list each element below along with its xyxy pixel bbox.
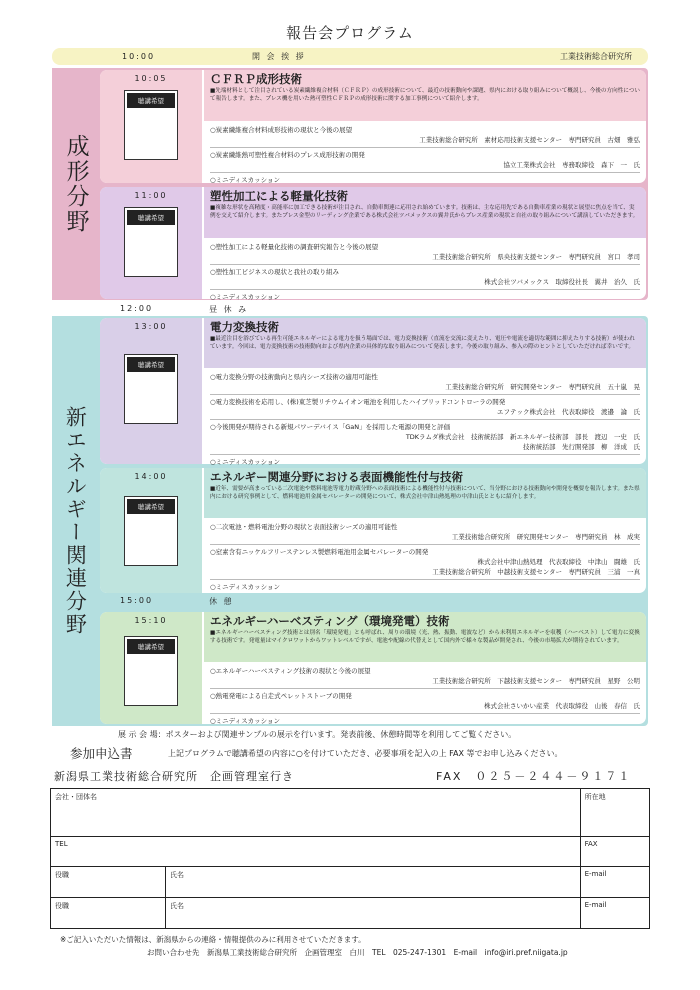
name-label: 氏名 [170,902,184,910]
opening-name: 開 会 挨 拶 [252,52,306,61]
item-title: ○二次電池・燃料電池分野の現状と表面技術シーズの適用可能性 [210,523,398,531]
listen-checkbox[interactable] [124,496,178,566]
listen-label: 聴講希望 [127,93,175,108]
listen-checkbox[interactable] [124,207,178,277]
item-presenter: エフテック株式会社 代表取締役 渡邉 論 氏 [497,408,640,416]
item-title: ○ミニディスカッション [210,293,280,301]
address-label: 所在地 [584,793,606,801]
item-title: ○ミニディスカッション [210,458,280,466]
item-title: ○電力変換分野の技術動向と県内シーズ技術の適用可能性 [210,373,378,381]
apply-title: 参加申込書 [70,746,133,761]
fax-label: FAX [584,840,598,848]
name-field-2[interactable] [166,898,581,929]
apply-text: 上記プログラムで聴講希望の内容に○を付けていただき、必要事項を記入の上 FAX 等でお申し込みください。 [168,749,563,758]
company-label: 会社・団体名 [55,793,97,801]
listen-label: 聴講希望 [127,357,175,372]
name-field[interactable] [166,867,581,898]
field-b-label: 新エネルギー関連分野 [52,316,98,726]
item-presenter: 工業技術総合研究所 素材応用技術支援センター 専門研究員 古畑 雅弘 [419,136,640,144]
post-label: 役職 [55,871,69,879]
session-surface [100,468,646,593]
email-label: E-mail [584,901,607,909]
opening-row [52,48,648,65]
session-desc: ■近年、需要が高まっている二次電池や燃料電池等電力貯蔵分野への表面技術による機能性付与技術について、当分野における技術動向や開発を概要を報告します。また県内における研究事例として、燃料電池用金属セパレーターの開発について、株式会社中津山熱処理の中津山氏とともに紹介します。 [210,486,640,500]
listen-label: 聴講希望 [127,639,175,654]
session-time: 11:00 [134,191,168,200]
item-presenter: TDKラムダ株式会社 技術統括部 新エネルギー技術部 部長 渡辺 一史 氏 [405,433,640,441]
session-desc: ■複雑な形状を高精度・高能率に加工できる技術が注目され、自動車関連に応用され始めています。技術は、主な応用先である自動車産業の現状と展望に焦点を当て、実例を交えて紹介します。またプレス金型のリーディング企業である株式会社ツバメックスの翼井氏からプレス産業の現状と自社の取り組みについて講演していただきます。 [210,205,639,219]
listen-checkbox[interactable] [124,90,178,160]
contact-info: お問い合わせ先 新潟県工業技術総合研究所 企画管理室 白川 TEL 025-247-1301 E-mail info@iri.pref.niigata.jp [147,948,568,957]
item-presenter: 工業技術総合研究所 研究開発センター 専門研究員 林 成実 [451,533,640,541]
tel-label: TEL [55,840,68,848]
fax-field[interactable] [580,837,649,867]
item-title: ○炭素繊維複合材料成形技術の現状と今後の展望 [210,126,353,134]
email-field-2[interactable] [580,898,649,929]
session-desc: ■最近注目を浴びている再生可能エネルギーによる電力を扱う場面では、電力変換技術（直流を交流に変えたり、電圧や電流を適切な範囲に抑えたりする技術）が使われています。今回は、電力変換技術の技術動向および県内企業の具体的な取り組みについて発表します。今後の取り組み、参入の際のヒントとしていただければ幸いです。 [210,336,635,350]
item-title: ○熱電発電による自走式ペレットストーブの開発 [210,692,352,700]
session-title: 塑性加工による軽量化技術 [210,189,348,203]
field-a-label: 成形分野 [52,68,98,300]
session-desc: ■先端材料として注目されている炭素繊維複合材料（ＣＦＲＰ）の成形技術について、最近の技術動向や課題、県内における取り組みについて概説し、今後の方向性について報告します。また、プレス機を用いた熱可塑性ＣＦＲＰの成形技術に関する加工事例について紹介します。 [210,88,640,102]
item-title: ○窒素含有ニッケルフリーステンレス製燃料電池用金属セパレーターの開発 [210,548,429,556]
item-title: ○塑性加工ビジネスの現状と我社の取り組み [210,268,339,276]
exhibit-note: 展 示 会 場：ポスターおよび関連サンプルの展示を行います。発表前後、休憩時間等を利用してご覧ください。 [118,730,517,739]
name-label: 氏名 [170,871,184,879]
listen-checkbox[interactable] [124,636,178,706]
session-title: ＣＦＲＰ成形技術 [210,72,302,86]
post-field-2[interactable] [51,898,166,929]
session-time: 10:05 [134,74,168,83]
item-presenter: 工業技術総合研究所 県央技術支援センター 専門研究員 宮口 孝司 [432,253,640,261]
break-row [120,596,234,607]
break-time: 15:00 [120,596,154,605]
tel-field[interactable] [51,837,581,867]
item-title: ○エネルギーハーベスティング技術の現状と今後の展望 [210,667,371,675]
post-label: 役職 [55,902,69,910]
opening-time: 10:00 [122,52,156,61]
item-presenter: 工業技術総合研究所 下越技術支援センター 専門研究員 星野 公明 [432,677,640,685]
item-presenter: 株式会社さいかい産業 代表取締役 山後 春信 氏 [484,702,640,710]
session-time: 15:10 [134,616,168,625]
apply-to: 新潟県工業技術総合研究所 企画管理室行き [54,770,294,783]
item-title: ○塑性加工による軽量化技術の調査研究報告と今後の展望 [210,243,379,251]
listen-checkbox[interactable] [124,354,178,424]
session-cfrp [100,70,646,183]
item-presenter: 技術統括部 先行開発部 柳 洋成 氏 [523,443,640,451]
email-label: E-mail [584,870,607,878]
session-harvesting [100,612,646,724]
email-field[interactable] [580,867,649,898]
page-title: 報告会プログラム [286,24,414,42]
session-desc: ■エネルギーハーベスティング技術とは別名「環境発電」とも呼ばれ、周りの環境（光、熱、振動、電波など）から未利用エネルギーを収穫（ハーベスト）して電力に変換する技術です。発電量はマイクロワットからワットレベルですが、電池や配線の代替えとして国内外で様々な製品が開発され、今後の市場拡大が期待されています。 [210,630,640,644]
lunch-name: 昼 休 み [209,305,249,314]
session-power [100,318,646,464]
item-presenter: 協立工業株式会社 専務取締役 森下 一 氏 [503,161,640,169]
listen-label: 聴講希望 [127,210,175,225]
item-presenter: 工業技術総合研究所 中越技術支援センター 専門研究員 三浦 一真 [432,568,640,576]
item-title: ○ミニディスカッション [210,176,280,184]
item-presenter: 株式会社ツバメックス 取締役社長 翼井 治久 氏 [484,278,640,286]
item-title: ○ミニディスカッション [210,717,280,725]
item-presenter: 株式会社中津山熱処理 代表取締役 中津山 闘雄 氏 [477,558,640,566]
apply-fax: FAX ０２５－２４４－９１７１ [436,770,632,783]
session-title: 電力変換技術 [210,320,279,334]
lunch-row [120,304,248,315]
item-title: ○ミニディスカッション [210,583,280,591]
session-time: 13:00 [134,322,168,331]
opening-org: 工業技術総合研究所 [560,52,632,61]
application-form [50,788,650,929]
company-field[interactable] [51,789,581,837]
lunch-time: 12:00 [120,304,154,313]
post-field[interactable] [51,867,166,898]
item-title: ○今後開発が期待される新規パワーデバイス「GaN」を採用した電源の開発と評価 [210,423,451,431]
session-title: エネルギーハーベスティング（環境発電）技術 [210,614,450,628]
listen-label: 聴講希望 [127,499,175,514]
item-title: ○炭素繊維熱可塑性複合材料のプレス成形技術の開発 [210,151,365,159]
item-title: ○電力変換技術を応用し、(株)東芝製リチウムイオン電池を利用したハイブリッドコントローラの開発 [210,398,506,406]
break-name: 休 憩 [209,597,234,606]
session-forming [100,187,646,299]
item-presenter: 工業技術総合研究所 研究開発センター 専門研究員 五十嵐 晃 [445,383,640,391]
session-title: エネルギー関連分野における表面機能性付与技術 [210,470,463,484]
privacy-note: ※ご記入いただいた情報は、新潟県からの連絡・情報提供のみに利用させていただきます。 [60,935,366,944]
session-time: 14:00 [134,472,168,481]
address-field[interactable] [580,789,649,837]
